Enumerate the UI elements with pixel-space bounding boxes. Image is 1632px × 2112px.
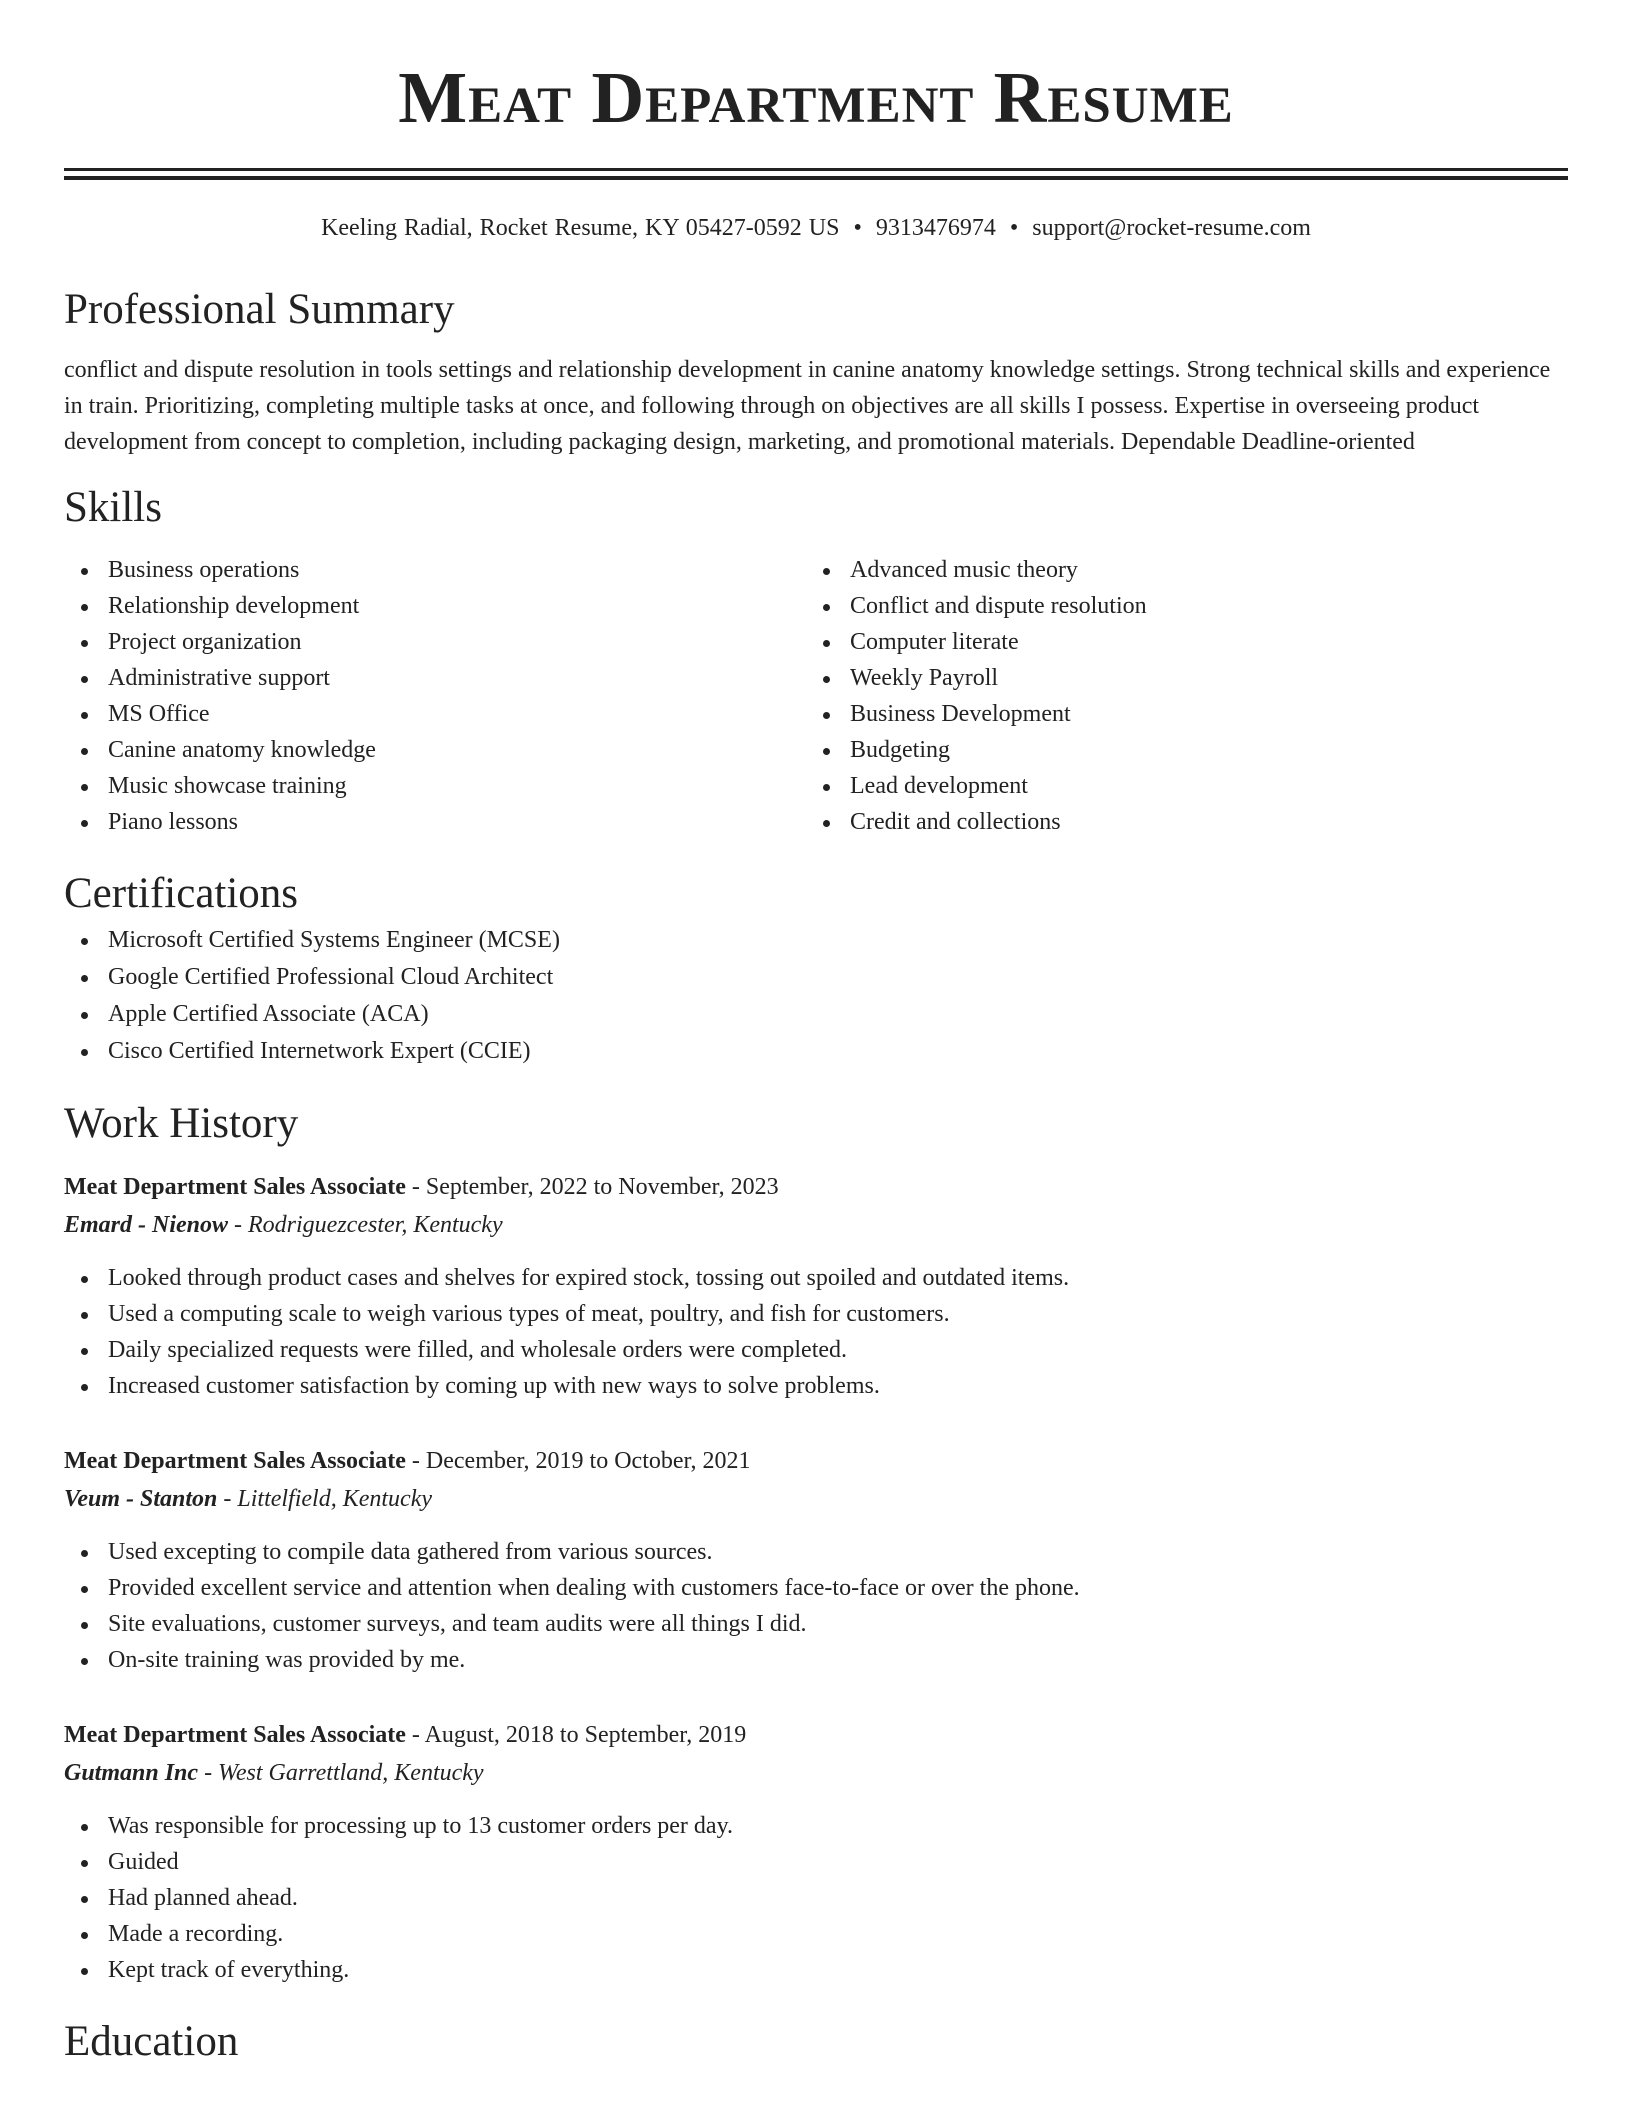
summary-heading: Professional Summary xyxy=(64,286,455,333)
skills-column-left xyxy=(64,552,806,840)
employer-name: Gutmann Inc xyxy=(64,1760,199,1786)
certifications-list xyxy=(64,922,1568,1070)
skill-item: Lead development xyxy=(806,768,1548,804)
job-title-line xyxy=(64,1168,1568,1206)
employer-line xyxy=(64,1480,1568,1518)
job-entry xyxy=(64,1716,1568,1988)
skill-item: MS Office xyxy=(64,696,806,732)
skill-item: Music showcase training xyxy=(64,768,806,804)
education-heading: Education xyxy=(64,2018,239,2065)
employer-name: Emard - Nienow xyxy=(64,1212,229,1238)
skill-item: Business Development xyxy=(806,696,1548,732)
job-entry xyxy=(64,1168,1568,1404)
skill-item: Advanced music theory xyxy=(806,552,1548,588)
job-entry xyxy=(64,1442,1568,1678)
contact-separator: • xyxy=(853,215,862,241)
employer-name: Veum - Stanton xyxy=(64,1486,218,1512)
skill-item: Budgeting xyxy=(806,732,1548,768)
duty-item: Made a recording. xyxy=(64,1916,1568,1952)
skill-item: Business operations xyxy=(64,552,806,588)
duty-item: Guided xyxy=(64,1844,1568,1880)
job-title: Meat Department Sales Associate xyxy=(64,1448,406,1474)
skill-item: Relationship development xyxy=(64,588,806,624)
duty-item: Daily specialized requests were filled, and wholesale orders were completed. xyxy=(64,1332,1568,1368)
job-title-line xyxy=(64,1442,1568,1480)
skill-item: Piano lessons xyxy=(64,804,806,840)
job-title: Meat Department Sales Associate xyxy=(64,1174,406,1200)
skill-item: Canine anatomy knowledge xyxy=(64,732,806,768)
job-dates: - September, 2022 to November, 2023 xyxy=(405,1174,779,1200)
duty-item: Kept track of everything. xyxy=(64,1952,1568,1988)
skill-item: Administrative support xyxy=(64,660,806,696)
contact-address: Keeling Radial, Rocket Resume, KY 05427-0592 US xyxy=(321,215,840,241)
employer-line xyxy=(64,1206,1568,1244)
job-duties xyxy=(64,1808,1568,1988)
job-title-line xyxy=(64,1716,1568,1754)
duty-item: Used a computing scale to weigh various types of meat, poultry, and fish for customers. xyxy=(64,1296,1568,1332)
resume-title: Meat Department Resume xyxy=(398,57,1234,138)
skills-column-right xyxy=(806,552,1548,840)
skill-item: Conflict and dispute resolution xyxy=(806,588,1548,624)
certifications-heading: Certifications xyxy=(64,870,299,917)
skill-item: Project organization xyxy=(64,624,806,660)
skill-item: Weekly Payroll xyxy=(806,660,1548,696)
employer-line xyxy=(64,1754,1568,1792)
duty-item: Increased customer satisfaction by coming up with new ways to solve problems. xyxy=(64,1368,1568,1404)
contact-email: support@rocket-resume.com xyxy=(1032,215,1311,241)
job-dates: - December, 2019 to October, 2021 xyxy=(405,1448,751,1474)
job-title: Meat Department Sales Associate xyxy=(64,1722,406,1748)
duty-item: On-site training was provided by me. xyxy=(64,1642,1568,1678)
title-divider xyxy=(64,168,1568,180)
employer-location: - Rodriguezcester, Kentucky xyxy=(228,1212,503,1238)
work-history-heading: Work History xyxy=(64,1100,299,1147)
duty-item: Used excepting to compile data gathered from various sources. xyxy=(64,1534,1568,1570)
duty-item: Had planned ahead. xyxy=(64,1880,1568,1916)
certification-item: Google Certified Professional Cloud Architect xyxy=(64,959,1568,996)
skill-item: Computer literate xyxy=(806,624,1548,660)
summary-text: conflict and dispute resolution in tools settings and relationship development in canine anatomy knowledge settings. Strong technical skills and experience in train. Prioritizing, completing multiple tasks at once, and following through on objectives are all skills I possess. Expertise in overseeing product development from concept to completion, including packaging design, marketing, and promotional materials. Dependable Deadline-oriented xyxy=(64,357,1551,455)
employer-location: - West Garrettland, Kentucky xyxy=(198,1760,484,1786)
duty-item: Looked through product cases and shelves for expired stock, tossing out spoiled and outdated items. xyxy=(64,1260,1568,1296)
contact-line xyxy=(64,212,1568,244)
resume-page xyxy=(64,0,1568,2070)
contact-separator: • xyxy=(1009,215,1019,241)
contact-phone: 9313476974 xyxy=(875,215,996,241)
job-dates: - August, 2018 to September, 2019 xyxy=(405,1722,747,1748)
employer-location: - Littelfield, Kentucky xyxy=(217,1486,432,1512)
job-duties xyxy=(64,1260,1568,1404)
certification-item: Cisco Certified Internetwork Expert (CCIE) xyxy=(64,1033,1568,1070)
skill-item: Credit and collections xyxy=(806,804,1548,840)
duty-item: Provided excellent service and attention when dealing with customers face-to-face or over the phone. xyxy=(64,1570,1568,1606)
skills-heading: Skills xyxy=(64,484,162,531)
certification-item: Microsoft Certified Systems Engineer (MCSE) xyxy=(64,922,1568,959)
duty-item: Site evaluations, customer surveys, and team audits were all things I did. xyxy=(64,1606,1568,1642)
certification-item: Apple Certified Associate (ACA) xyxy=(64,996,1568,1033)
job-duties xyxy=(64,1534,1568,1678)
skills-list xyxy=(64,552,1568,840)
duty-item: Was responsible for processing up to 13 customer orders per day. xyxy=(64,1808,1568,1844)
